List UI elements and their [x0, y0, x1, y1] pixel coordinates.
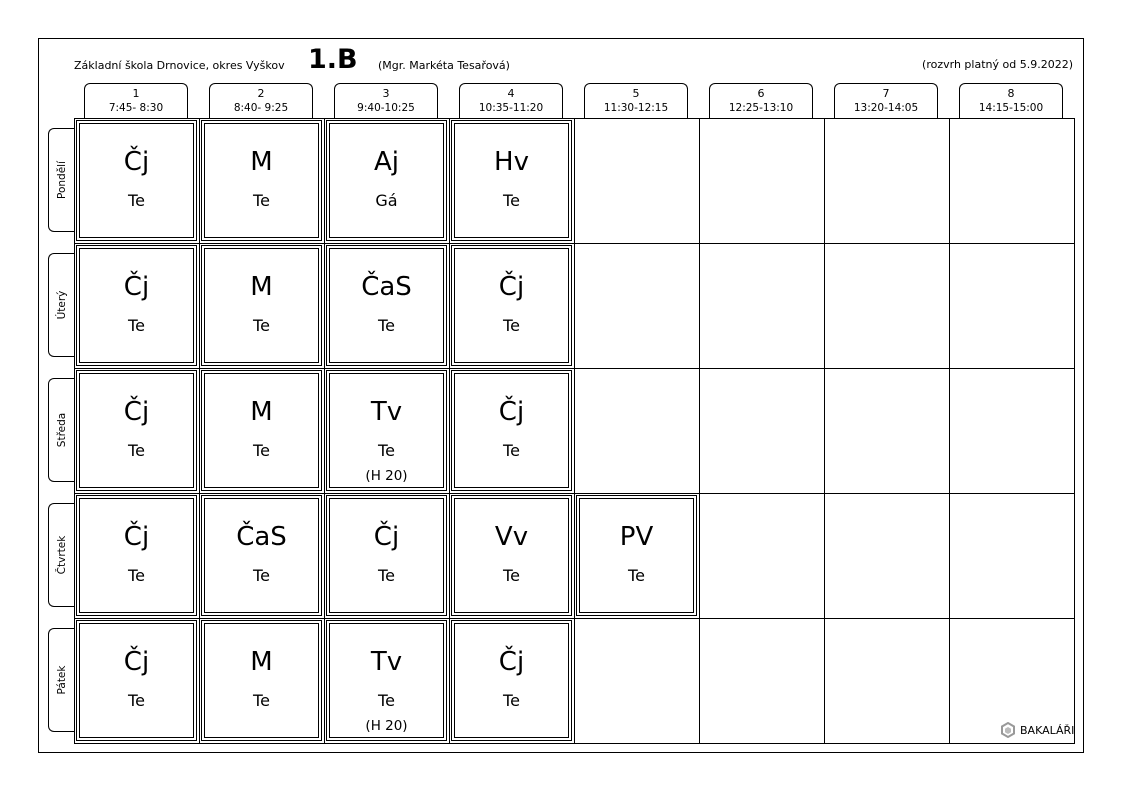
- period-number: 6: [757, 87, 765, 100]
- day-header-2: [48, 253, 75, 357]
- lesson-teacher: Te: [253, 566, 270, 585]
- lesson-teacher: Gá: [375, 191, 398, 210]
- period-header-3: [334, 83, 438, 119]
- day-header-3: [48, 378, 75, 482]
- period-header-4: [459, 83, 563, 119]
- bakalari-logo-icon: [1000, 722, 1016, 738]
- lesson-cell: [76, 620, 197, 741]
- grid-row-divider: [74, 493, 1075, 494]
- period-time: 10:35-11:20: [478, 102, 544, 114]
- grid-column-divider: [699, 118, 700, 744]
- period-time: 14:15-15:00: [978, 102, 1044, 114]
- grid-row-divider: [74, 243, 1075, 244]
- lesson-subject: Čj: [498, 647, 525, 677]
- lesson-subject: Vv: [494, 522, 529, 552]
- day-header-4: [48, 503, 75, 607]
- lesson-subject: Čj: [123, 522, 150, 552]
- lesson-cell: [326, 620, 447, 741]
- grid-column-divider: [324, 118, 325, 744]
- grid-column-divider: [574, 118, 575, 744]
- period-header-5: [584, 83, 688, 119]
- lesson-cell: [201, 620, 322, 741]
- period-time: 9:40-10:25: [357, 102, 415, 114]
- lesson-cell: [201, 120, 322, 241]
- grid-column-divider: [199, 118, 200, 744]
- lesson-cell: [451, 120, 572, 241]
- lesson-subject: M: [250, 397, 273, 427]
- period-number: 2: [257, 87, 265, 100]
- grid-row-divider: [74, 368, 1075, 369]
- lesson-subject: Čj: [123, 147, 150, 177]
- lesson-subject: Čj: [123, 647, 150, 677]
- lesson-cell: [451, 370, 572, 491]
- lesson-teacher: Te: [378, 316, 395, 335]
- school-name: Základní škola Drnovice, okres Vyškov: [74, 59, 285, 72]
- lesson-cell: [326, 370, 447, 491]
- lesson-teacher: Te: [253, 191, 270, 210]
- period-header-7: [834, 83, 938, 119]
- lesson-teacher: Te: [128, 566, 145, 585]
- lesson-cell: [76, 245, 197, 366]
- lesson-cell: [201, 370, 322, 491]
- lesson-subject: Aj: [373, 147, 399, 177]
- lesson-subject: Tv: [370, 647, 403, 677]
- lesson-teacher: Te: [503, 691, 520, 710]
- lesson-cell: [76, 370, 197, 491]
- period-number: 3: [382, 87, 390, 100]
- period-header-8: [959, 83, 1063, 119]
- lesson-subject: Čj: [498, 272, 525, 302]
- lesson-subject: M: [250, 272, 273, 302]
- lesson-cell: [76, 495, 197, 616]
- period-time: 11:30-12:15: [603, 102, 669, 114]
- lesson-teacher: Te: [128, 316, 145, 335]
- lesson-teacher: Te: [628, 566, 645, 585]
- period-time: 7:45- 8:30: [108, 102, 164, 114]
- lesson-room: (H 20): [365, 718, 408, 734]
- period-number: 8: [1007, 87, 1015, 100]
- lesson-subject: Čj: [123, 397, 150, 427]
- lesson-subject: Tv: [370, 397, 403, 427]
- day-label: Úterý: [56, 290, 68, 320]
- lesson-teacher: Te: [503, 566, 520, 585]
- lesson-teacher: Te: [253, 441, 270, 460]
- period-number: 5: [632, 87, 640, 100]
- lesson-cell: [451, 495, 572, 616]
- grid-column-divider: [949, 118, 950, 744]
- period-number: 7: [882, 87, 890, 100]
- lesson-cell: [451, 245, 572, 366]
- period-header-2: [209, 83, 313, 119]
- lesson-room: (H 20): [365, 468, 408, 484]
- lesson-subject: M: [250, 147, 273, 177]
- lesson-subject: M: [250, 647, 273, 677]
- lesson-cell: [326, 245, 447, 366]
- lesson-subject: ČaS: [236, 522, 287, 552]
- period-time: 12:25-13:10: [728, 102, 794, 114]
- lesson-teacher: Te: [503, 316, 520, 335]
- logo-text: BAKALÁŘI: [1020, 723, 1075, 737]
- lesson-cell: [201, 245, 322, 366]
- lesson-subject: Čj: [123, 272, 150, 302]
- lesson-subject: Čj: [373, 522, 400, 552]
- lesson-cell: [201, 495, 322, 616]
- lesson-teacher: Te: [378, 441, 395, 460]
- lesson-teacher: Te: [253, 691, 270, 710]
- class-teacher: (Mgr. Markéta Tesařová): [378, 59, 510, 72]
- lesson-teacher: Te: [253, 316, 270, 335]
- lesson-teacher: Te: [128, 441, 145, 460]
- period-time: 8:40- 9:25: [233, 102, 289, 114]
- lesson-cell: [76, 120, 197, 241]
- day-label: Středa: [56, 412, 68, 448]
- lesson-subject: ČaS: [361, 272, 412, 302]
- period-number: 4: [507, 87, 515, 100]
- class-name: 1.B: [308, 44, 358, 75]
- bakalari-logo: [1000, 722, 1074, 738]
- grid-row-divider: [74, 618, 1075, 619]
- lesson-cell: [326, 495, 447, 616]
- lesson-teacher: Te: [378, 566, 395, 585]
- lesson-teacher: Te: [128, 191, 145, 210]
- lesson-subject: Hv: [494, 147, 529, 177]
- lesson-cell: [451, 620, 572, 741]
- lesson-teacher: Te: [503, 441, 520, 460]
- period-header-6: [709, 83, 813, 119]
- period-header-1: [84, 83, 188, 119]
- day-label: Čtvrtek: [56, 535, 68, 575]
- day-label: Pátek: [56, 665, 68, 695]
- grid-column-divider: [824, 118, 825, 744]
- grid-column-divider: [449, 118, 450, 744]
- lesson-teacher: Te: [378, 691, 395, 710]
- lesson-cell: [576, 495, 697, 616]
- validity-note: (rozvrh platný od 5.9.2022): [922, 58, 1073, 71]
- lesson-cell: [326, 120, 447, 241]
- lesson-subject: Čj: [498, 397, 525, 427]
- lesson-teacher: Te: [128, 691, 145, 710]
- day-header-1: [48, 128, 75, 232]
- period-number: 1: [132, 87, 140, 100]
- lesson-teacher: Te: [503, 191, 520, 210]
- lesson-subject: PV: [619, 522, 654, 552]
- period-time: 13:20-14:05: [853, 102, 919, 114]
- day-header-5: [48, 628, 75, 732]
- day-label: Pondělí: [56, 161, 68, 199]
